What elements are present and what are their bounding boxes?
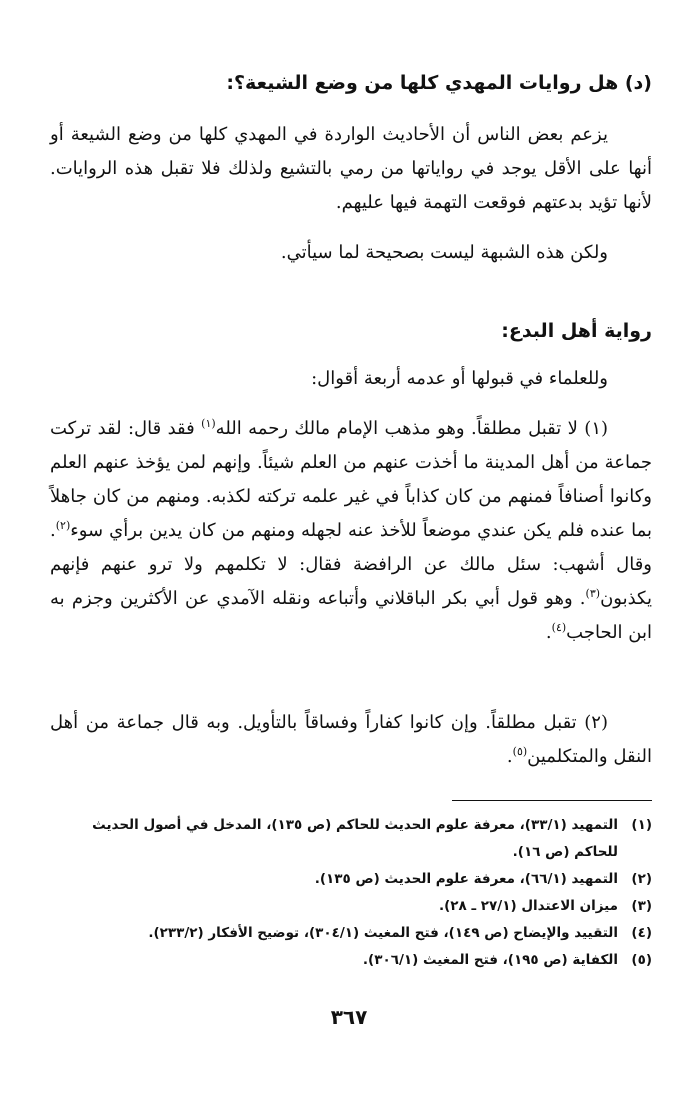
footnote-number: (١) xyxy=(631,817,652,833)
footnote-number: (٢) xyxy=(631,871,652,887)
opinion-1-text-c: . وقال أشهب: سئل مالك عن الرافضة فقال: لا تكلمهم ولا ترو عنهم فإنهم يكذبون xyxy=(50,520,652,609)
opinion-2-text-b: . xyxy=(506,746,513,767)
footnote-item xyxy=(50,866,652,893)
footnotes-list xyxy=(50,812,652,974)
section-bida-heading: رواية أهل البدع: xyxy=(501,320,652,342)
footnote-separator xyxy=(452,800,652,801)
footnote-item xyxy=(50,812,652,866)
section-bida-intro: وللعلماء في قبولها أو عدمه أربعة أقوال: xyxy=(311,368,608,389)
book-page xyxy=(50,0,652,1114)
footnote-number: (٤) xyxy=(631,925,652,941)
footnote-number: (٥) xyxy=(631,952,652,968)
opinion-1-text-d: . وهو قول أبي بكر الباقلاني وأتباعه ونقله الآمدي عن الأكثرين وجزم به ابن الحاجب xyxy=(50,588,652,643)
page-number: ٣٦٧ xyxy=(330,1005,368,1029)
opinion-1-text-e: . xyxy=(545,622,552,643)
opinion-1-paragraph xyxy=(50,412,652,650)
footnote-text: الكفاية (ص ١٩٥)، فتح المغيث (٣٠٦/١). xyxy=(362,952,618,968)
section-d-heading: (د) هل روايات المهدي كلها من وضع الشيعة؟: xyxy=(226,72,652,94)
footnote-ref-4[interactable]: (٤) xyxy=(551,621,567,634)
footnote-text: ميزان الاعتدال (٢٧/١ ـ ٢٨). xyxy=(438,898,618,914)
footnote-item xyxy=(50,893,652,920)
footnote-ref-1[interactable]: (١) xyxy=(201,417,216,430)
opinion-2-paragraph xyxy=(50,706,652,774)
section-d-paragraph-1: يزعم بعض الناس أن الأحاديث الواردة في المهدي كلها من وضع الشيعة أو أنها على الأقل يوجد في رواياتها من رمي بالتشيع ولذلك فلا تقبل هذه الروايات. لأنها تؤيد بدعتهم فوقعت التهمة فيها عليهم. xyxy=(50,124,652,213)
footnote-ref-3[interactable]: (٣) xyxy=(585,587,601,600)
footnote-text: التمهيد (٣٣/١)، معرفة علوم الحديث للحاكم (ص ١٣٥)، المدخل في أصول الحديث للحاكم (ص ١٦). xyxy=(92,817,618,860)
footnote-ref-2[interactable]: (٢) xyxy=(55,519,71,532)
opinion-1-text-a: (١) لا تقبل مطلقاً. وهو مذهب الإمام مالك رحمه الله xyxy=(215,418,609,439)
section-d-paragraph-2: ولكن هذه الشبهة ليست بصحيحة لما سيأتي. xyxy=(280,242,608,263)
footnote-text: التمهيد (٦٦/١)، معرفة علوم الحديث (ص ١٣٥). xyxy=(314,871,618,887)
opinion-2-text-a: (٢) تقبل مطلقاً. وإن كانوا كفاراً وفساقاً بالتأويل. وبه قال جماعة من أهل النقل والمتكلمين xyxy=(50,712,652,767)
footnote-item xyxy=(50,947,652,974)
footnote-text: التقييد والإيضاح (ص ١٤٩)، فتح المغيث (٣٠٤/١)، توضيح الأفكار (٢٣٣/٢). xyxy=(148,925,618,941)
footnote-item xyxy=(50,920,652,947)
footnote-ref-5[interactable]: (٥) xyxy=(512,745,528,758)
opinion-1-text-b: فقد قال: لقد تركت جماعة من أهل المدينة ما أخذت عنهم من العلم شيئاً. وإنهم لمن يؤخذ عنهم العلم وكانوا أصنافاً فمنهم من كان كذاباً في غير علمه تركته لكذبه. ومنهم من كان جاهلاً بما عنده فلم يكن عندي موضعاً للأخذ عنه لجهله ومنهم من كان يدين برأي سوء xyxy=(50,418,652,541)
footnote-number: (٣) xyxy=(631,898,652,914)
